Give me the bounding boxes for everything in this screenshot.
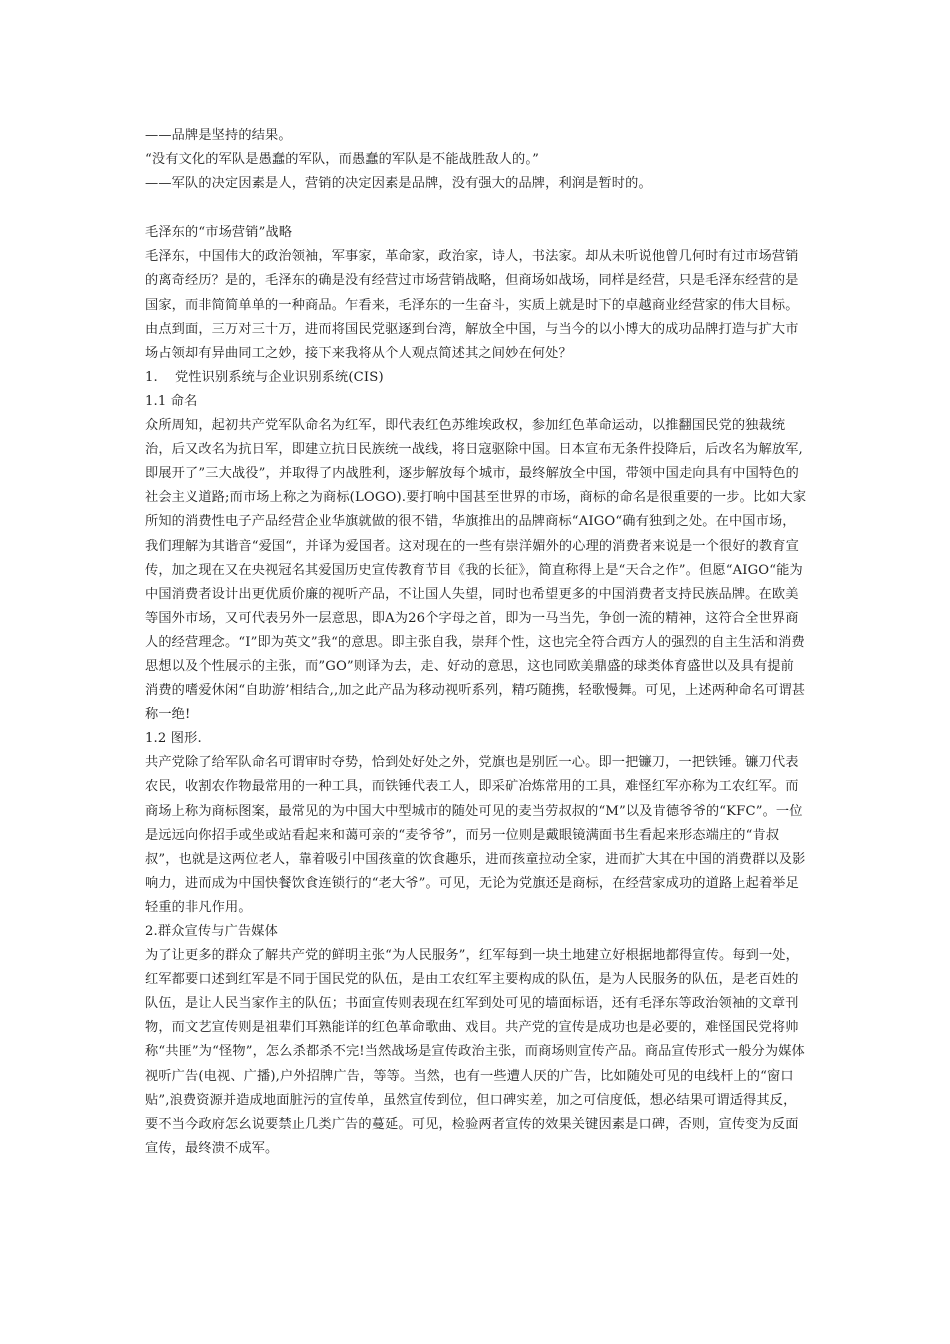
document-page — [145, 124, 807, 1161]
intro-line-3: ——军队的决定因素是人，营销的决定因素是品牌，没有强大的品牌，利润是暂时的。 — [145, 176, 652, 192]
section-1-2-body: 共产党除了给军队命名可谓审时夺势，恰到处好处之外，党旗也是别匠一心。即一把镰刀，一把铁锤。镰刀代表农民，收割农作物最常用的一种工具，而铁锤代表工人，即采矿冶炼常用的工具，难怪红军亦称为工农红军。而商场上称为商标图案，最常见的为中国大中型城市的随处可见的麦当劳叔叔的“M”以及肯德爷爷的“KFC”。一位是远远向你招手或坐或站看起来和蔼可亲的“麦爷爷”，而另一位则是戴眼镜满面书生看起来形态端庄的“肯叔叔”，也就是这两位老人，靠着吸引中国孩童的饮食趣乐，进而孩童拉动全家，进而扩大其在中国的消费群以及影响力，进而成为中国快餐饮食连锁行的“老大爷”。可见，无论为党旗还是商标，在经营家成功的道路上起着举足轻重的非凡作用。 — [145, 755, 806, 915]
lead-paragraph: 毛泽东，中国伟大的政治领袖，军事家，革命家，政治家，诗人，书法家。却从未听说他曾几何时有过市场营销的离奇经历？是的，毛泽东的确是没有经营过市场营销战略，但商场如战场，同样是经营，只是毛泽东经营的是国家，而非简简单单的一种商品。乍看来，毛泽东的一生奋斗，实质上就是时下的卓越商业经营家的伟大目标。由点到面，三万对三十万，进而将国民党驱逐到台湾，解放全中国，与当今的以小博大的成功品牌打造与扩大市场占领却有异曲同工之妙，接下来我将从个人观点简述其之间妙在何处？ — [145, 249, 799, 361]
section-2-body: 为了让更多的群众了解共产党的鲜明主张“为人民服务”，红军每到一块土地建立好根据地都得宣传。每到一处，红军都要口述到红军是不同于国民党的队伍，是由工农红军主要构成的队伍，是为人民服务的队伍，是老百姓的队伍，是让人民当家作主的队伍；书面宣传则表现在红军到处可见的墙面标语，还有毛泽东等政治领袖的文章刊物，而文艺宣传则是祖辈们耳熟能详的红色革命歌曲、戏目。共产党的宣传是成功也是必要的，难怪国民党将帅称“共匪”为“怪物”，怎么杀都杀不完!当然战场是宣传政治主张，而商场则宣传产品。商品宣传形式一般分为媒体视听广告(电视、广播),户外招牌广告，等等。当然，也有一些遭人厌的广告，比如随处可见的电线杆上的“窗口贴”,浪费资源并造成地面脏污的宣传单，虽然宣传到位，但口碑实差，加之可信度低，想必结果可谓适得其反，要不当今政府怎幺说要禁止几类广告的蔓延。可见，检验两者宣传的效果关键因素是口碑，否则，宣传变为反面宣传，最终溃不成军。 — [145, 948, 805, 1156]
section-2-heading: 2.群众宣传与广告媒体 — [145, 924, 278, 939]
section-1-1-body: 众所周知，起初共产党军队命名为红军，即代表红色苏维埃政权，参加红色革命运动，以推翻国民党的独裁统治，后又改名为抗日军，即建立抗日民族统一战线，将日寇驱除中国。日本宣布无条件投降后，后改名为解放军,即展开了”三大战役”，并取得了内战胜利，逐步解放每个城市，最终解放全中国，带领中国走向具有中国特色的社会主义道路;而市场上称之为商标(LOGO).要打响中国甚至世界的市场，商标的命名是很重要的一步。比如大家所知的消费性电子产品经营企业华旗就做的很不错，华旗推出的品牌商标“AIGO“确有独到之处。在中国市场，我们理解为其谐音“爱国“，并译为爱国者。这对现在的一些有崇洋媚外的心理的消费者来说是一个很好的教育宣传，加之现在又在央视冠名其爱国历史宣传教育节目《我的长征》，简直称得上是“天合之作”。但愿“AIGO“能为中国消费者设计出更优质价廉的视听产品，不让国人失望，同时也希望更多的中国消费者支持民族品牌。在欧美等国外市场，又可代表另外一层意思，即A为26个字母之首，即为一马当先，争创一流的精神，这符合全世界商人的经营理念。“I”即为英文”我“的意思。即主张自我，崇拜个性，这也完全符合西方人的强烈的自主生活和消费思想以及个性展示的主张，而”GO”则译为去，走、好动的意思，这也同欧美鼎盛的球类体育盛世以及具有提前消费的嗜爱休闲“自助游’相结合,,加之此产品为移动视听系列，精巧随携，轻歌慢舞。可见，上述两种命名可谓甚称一绝! — [145, 418, 807, 723]
section-1-number: 1. — [145, 369, 158, 385]
section-1-title: 党性识别系统与企业识别系统(CIS) — [175, 369, 384, 385]
section-1-2-heading: 1.2 图形. — [145, 731, 202, 747]
article-title: 毛泽东的“市场营销”战略 — [145, 225, 293, 241]
intro-line-1: ——品牌是坚持的结果。 — [145, 128, 292, 143]
section-1-1-heading: 1.1 命名 — [145, 393, 198, 409]
section-1-heading — [145, 366, 807, 390]
blank-line — [145, 196, 807, 221]
intro-quote: “没有文化的军队是愚蠢的军队，而愚蠢的军队是不能战胜敌人的。” — [145, 152, 539, 168]
